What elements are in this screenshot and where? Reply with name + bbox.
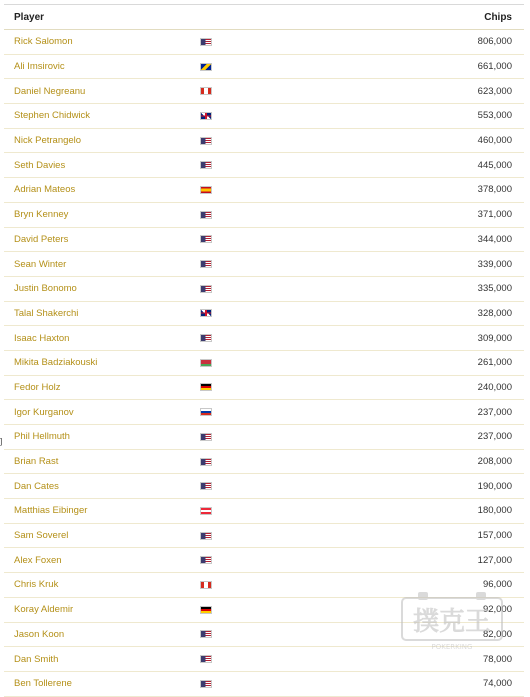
player-name-link[interactable]: Ben Tollerene (14, 678, 72, 690)
country-flag-icon (200, 211, 212, 219)
table-row (4, 178, 524, 203)
chip-count: 237,000 (477, 431, 512, 443)
table-row (4, 647, 524, 672)
flag-cell (200, 433, 400, 441)
flag-cell (200, 359, 400, 367)
flag-cell (200, 38, 400, 46)
flag-cell (200, 458, 400, 466)
chip-count: 339,000 (477, 258, 512, 270)
table-row (4, 55, 524, 80)
player-name-link[interactable]: Adrian Mateos (14, 184, 76, 196)
header-player: Player (14, 11, 45, 23)
flag-cell (200, 161, 400, 169)
flag-cell (200, 408, 400, 416)
table-row (4, 400, 524, 425)
country-flag-icon (200, 532, 212, 540)
table-row (4, 425, 524, 450)
chip-counts-table (4, 4, 524, 697)
flag-cell (200, 211, 400, 219)
player-name-link[interactable]: Matthias Eibinger (14, 505, 88, 517)
chip-count: 378,000 (477, 184, 512, 196)
table-row (4, 79, 524, 104)
country-flag-icon (200, 433, 212, 441)
table-row (4, 326, 524, 351)
flag-cell (200, 285, 400, 293)
chip-count: 371,000 (477, 209, 512, 221)
edge-mark: ] (0, 437, 3, 446)
country-flag-icon (200, 359, 212, 367)
table-row (4, 573, 524, 598)
table-row (4, 277, 524, 302)
chip-count: 208,000 (477, 456, 512, 468)
table-row (4, 499, 524, 524)
chip-count: 237,000 (477, 406, 512, 418)
header-chips: Chips (484, 11, 512, 23)
chip-count: 623,000 (477, 85, 512, 97)
chip-count: 96,000 (482, 579, 512, 591)
table-row (4, 228, 524, 253)
flag-cell (200, 532, 400, 540)
player-name-link[interactable]: Sean Winter (14, 258, 67, 270)
player-name-link[interactable]: Dan Cates (14, 480, 59, 492)
table-row (4, 30, 524, 55)
flag-cell (200, 606, 400, 614)
flag-cell (200, 507, 400, 515)
country-flag-icon (200, 235, 212, 243)
chip-count: 328,000 (477, 307, 512, 319)
chip-count: 127,000 (477, 554, 512, 566)
player-name-link[interactable]: Justin Bonomo (14, 283, 77, 295)
country-flag-icon (200, 581, 212, 589)
flag-cell (200, 260, 400, 268)
country-flag-icon (200, 630, 212, 638)
country-flag-icon (200, 383, 212, 391)
chip-count: 74,000 (482, 678, 512, 690)
flag-cell (200, 383, 400, 391)
flag-cell (200, 87, 400, 95)
chip-count: 157,000 (477, 530, 512, 542)
country-flag-icon (200, 334, 212, 342)
flag-cell (200, 309, 400, 317)
player-name-link[interactable]: Talal Shakerchi (14, 307, 79, 319)
country-flag-icon (200, 482, 212, 490)
chip-count: 240,000 (477, 381, 512, 393)
player-name-link[interactable]: Daniel Negreanu (14, 85, 86, 97)
table-row (4, 524, 524, 549)
table-row (4, 598, 524, 623)
player-name-link[interactable]: Igor Kurganov (14, 406, 74, 418)
chip-count: 190,000 (477, 480, 512, 492)
chip-count: 335,000 (477, 283, 512, 295)
flag-cell (200, 112, 400, 120)
chip-count: 180,000 (477, 505, 512, 517)
flag-cell (200, 137, 400, 145)
country-flag-icon (200, 606, 212, 614)
flag-cell (200, 482, 400, 490)
country-flag-icon (200, 112, 212, 120)
country-flag-icon (200, 556, 212, 564)
player-name-link[interactable]: Koray Aldemir (14, 604, 74, 616)
table-row (4, 129, 524, 154)
player-name-link[interactable]: Ali Imsirovic (14, 61, 65, 73)
flag-cell (200, 655, 400, 663)
table-row (4, 351, 524, 376)
flag-cell (200, 186, 400, 194)
table-body (4, 30, 524, 697)
table-row (4, 450, 524, 475)
flag-cell (200, 630, 400, 638)
chip-count: 460,000 (477, 135, 512, 147)
country-flag-icon (200, 38, 212, 46)
country-flag-icon (200, 309, 212, 317)
player-name-link[interactable]: Nick Petrangelo (14, 135, 82, 147)
player-name-link[interactable]: Brian Rast (14, 456, 59, 468)
country-flag-icon (200, 408, 212, 416)
chip-count: 78,000 (482, 653, 512, 665)
player-name-link[interactable]: Jason Koon (14, 628, 65, 640)
table-row (4, 474, 524, 499)
watermark-subtext: POKERKING (431, 643, 473, 651)
player-name-link[interactable]: Isaac Haxton (14, 332, 70, 344)
country-flag-icon (200, 507, 212, 515)
country-flag-icon (200, 680, 212, 688)
country-flag-icon (200, 458, 212, 466)
table-row (4, 623, 524, 648)
table-row (4, 104, 524, 129)
player-name-link[interactable]: Sam Soverel (14, 530, 69, 542)
chip-count: 553,000 (477, 110, 512, 122)
chip-count: 92,000 (482, 604, 512, 616)
table-row (4, 302, 524, 327)
country-flag-icon (200, 137, 212, 145)
table-row (4, 376, 524, 401)
table-row (4, 672, 524, 697)
table-row (4, 203, 524, 228)
country-flag-icon (200, 87, 212, 95)
country-flag-icon (200, 186, 212, 194)
chip-count: 445,000 (477, 159, 512, 171)
player-name-link[interactable]: Bryn Kenney (14, 209, 69, 221)
flag-cell (200, 334, 400, 342)
player-name-link[interactable]: Rick Salomon (14, 36, 73, 48)
chip-count: 806,000 (477, 36, 512, 48)
table-header (4, 4, 524, 30)
chip-count: 261,000 (477, 357, 512, 369)
country-flag-icon (200, 260, 212, 268)
table-row (4, 252, 524, 277)
table-row (4, 153, 524, 178)
player-name-link[interactable]: David Peters (14, 233, 69, 245)
flag-cell (200, 235, 400, 243)
player-name-link[interactable]: Stephen Chidwick (14, 110, 91, 122)
country-flag-icon (200, 63, 212, 71)
player-name-link[interactable]: Fedor Holz (14, 381, 61, 393)
table-row (4, 548, 524, 573)
flag-cell (200, 63, 400, 71)
flag-cell (200, 581, 400, 589)
player-name-link[interactable]: Mikita Badziakouski (14, 357, 98, 369)
player-name-link[interactable]: Phil Hellmuth (14, 431, 70, 443)
player-name-link[interactable]: Chris Kruk (14, 579, 59, 591)
flag-cell (200, 556, 400, 564)
chip-count: 82,000 (482, 628, 512, 640)
chip-count: 661,000 (477, 61, 512, 73)
chip-count: 309,000 (477, 332, 512, 344)
country-flag-icon (200, 161, 212, 169)
flag-cell (200, 680, 400, 688)
country-flag-icon (200, 655, 212, 663)
player-name-link[interactable]: Dan Smith (14, 653, 59, 665)
player-name-link[interactable]: Alex Foxen (14, 554, 62, 566)
player-name-link[interactable]: Seth Davies (14, 159, 66, 171)
watermark-text: 撲克王 (412, 607, 492, 637)
country-flag-icon (200, 285, 212, 293)
chip-count: 344,000 (477, 233, 512, 245)
